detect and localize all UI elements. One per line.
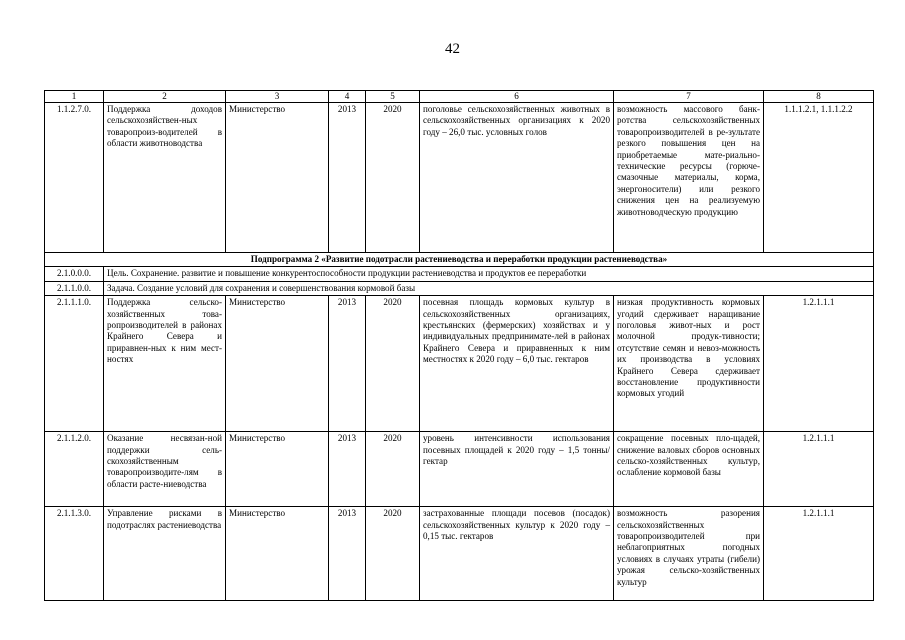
page-number: 42 [445, 41, 460, 57]
row-consequences: низкая продуктивность кормовых угодий сдерживает наращивание поголовья живот-ных и рост молочной продук-тивности; отсутствие семян и невоз-можность их производства в условиях Крайнего Севера сдерживает восстановление продуктивности кормовых угодий [614, 296, 764, 432]
row-executor: Министерство [226, 103, 329, 253]
row-link: 1.1.1.2.1, 1.1.1.2.2 [764, 103, 874, 253]
row-executor: Министерство [226, 507, 329, 601]
row-measure: Поддержка сельско-хозяйственных това-ропроизводителей в районах Крайнего Севера и приравнен-ных к ним мест-ностях [104, 296, 226, 432]
row-link: 1.2.1.1.1 [764, 432, 874, 507]
task-code: 2.1.1.0.0. [45, 281, 104, 295]
row-code: 2.1.1.1.0. [45, 296, 104, 432]
table-row [45, 103, 874, 253]
goal-code: 2.1.0.0.0. [45, 267, 104, 281]
column-number: 8 [764, 91, 874, 103]
row-executor: Министерство [226, 296, 329, 432]
row-result: уровень интенсивности использования посевных площадей к 2020 году – 1,5 тонны/гектар [420, 432, 614, 507]
column-number-row [45, 91, 874, 103]
row-code: 2.1.1.3.0. [45, 507, 104, 601]
column-number: 1 [45, 91, 104, 103]
goal-text: Цель. Сохранение. развитие и повышение конкурентоспособности продукции растениеводства и продуктов ее переработки [104, 267, 874, 281]
column-number: 3 [226, 91, 329, 103]
table-row [45, 296, 874, 432]
subprogram-title: Подпрограмма 2 «Развитие подотрасли растениеводства и переработки продукции растениеводства» [45, 253, 874, 267]
goal-row [45, 267, 874, 281]
row-consequences: возможность разорения сельскохозяйственных товаропроизводителей при неблагоприятных погодных условиях в случаях утраты (гибели) урожая сельско-хозяйственных культур [614, 507, 764, 601]
row-result: поголовье сельскохозяйственных животных в сельскохозяйственных организациях к 2020 году – 26,0 тыс. условных голов [420, 103, 614, 253]
row-code: 1.1.2.7.0. [45, 103, 104, 253]
row-end-year: 2020 [366, 507, 420, 601]
row-measure: Оказание несвязан-ной поддержки сель-скохозяйственным товаропроизводите-лям в области расте-ниеводства [104, 432, 226, 507]
row-end-year: 2020 [366, 296, 420, 432]
row-consequences: возможность массового банк-ротства сельскохозяйственных товаропроизводителей в ре-зультате резкого повышения цен на приобретаемые мате-риально-технические ресурсы (горюче-смазочные материалы, корма, энергоносители) или резкого снижения цен на реализуемую животноводческую продукцию [614, 103, 764, 253]
row-code: 2.1.1.2.0. [45, 432, 104, 507]
row-end-year: 2020 [366, 103, 420, 253]
row-link: 1.2.1.1.1 [764, 507, 874, 601]
subprogram-row [45, 253, 874, 267]
column-number: 7 [614, 91, 764, 103]
row-end-year: 2020 [366, 432, 420, 507]
table-row [45, 507, 874, 601]
row-consequences: сокращение посевных пло-щадей, снижение валовых сборов основных сельско-хозяйственных культур, ослабление кормовой базы [614, 432, 764, 507]
row-link: 1.2.1.1.1 [764, 296, 874, 432]
row-measure: Управление рисками в подотраслях растениеводства [104, 507, 226, 601]
task-row [45, 281, 874, 295]
row-start-year: 2013 [329, 103, 366, 253]
column-number: 6 [420, 91, 614, 103]
row-result: посевная площадь кормовых культур в сельскохозяйственных организациях, крестьянских (фермерских) хозяйствах и у индивидуальных предприниматe-лей в районах Крайнего Севера и приравненных к ним местностях к 2020 году – 6,0 тыс. гектаров [420, 296, 614, 432]
row-start-year: 2013 [329, 507, 366, 601]
row-result: застрахованные площади посевов (посадок) сельскохозяйственных культур к 2020 году – 0,15 тыс. гектаров [420, 507, 614, 601]
column-number: 5 [366, 91, 420, 103]
column-number: 4 [329, 91, 366, 103]
row-start-year: 2013 [329, 296, 366, 432]
row-start-year: 2013 [329, 432, 366, 507]
task-text: Задача. Создание условий для сохранения и совершенствования кормовой базы [104, 281, 874, 295]
row-measure: Поддержка доходов сельскохозяйствен-ных товаропроиз-водителей в области животноводства [104, 103, 226, 253]
program-table [44, 90, 874, 601]
table-row [45, 432, 874, 507]
column-number: 2 [104, 91, 226, 103]
row-executor: Министерство [226, 432, 329, 507]
